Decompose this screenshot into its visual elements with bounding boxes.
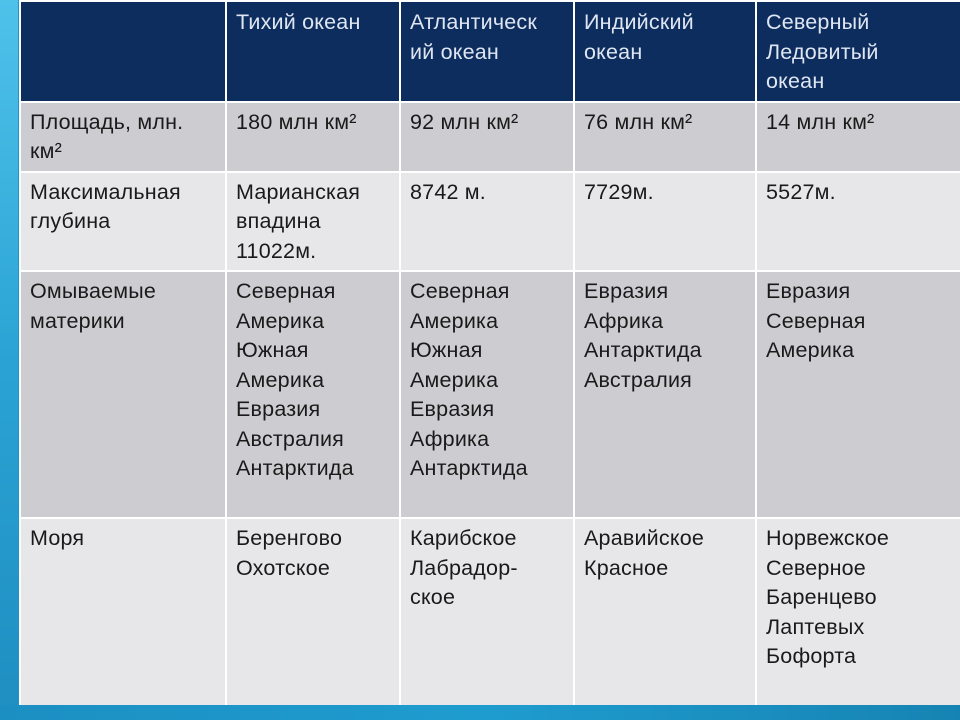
header-arctic: Северный Ледовитый океан: [756, 1, 960, 102]
table-row-depth: [20, 172, 960, 272]
cell-depth-arctic: 5527м.: [756, 172, 960, 272]
table-row-area: [20, 102, 960, 172]
header-indian: Индийский океан: [574, 1, 756, 102]
header-pacific: Тихий океан: [226, 1, 400, 102]
cell-seas-pacific: Беренгово Охотское: [226, 518, 400, 707]
cell-area-atlantic: 92 млн км²: [400, 102, 574, 172]
cell-depth-indian: 7729м.: [574, 172, 756, 272]
cell-seas-indian: Аравийское Красное: [574, 518, 756, 707]
row-label-area: Площадь, млн. км²: [20, 102, 226, 172]
cell-continents-arctic: Евразия Северная Америка: [756, 271, 960, 518]
table-row-continents: [20, 271, 960, 518]
cell-continents-atlantic: Северная Америка Южная Америка Евразия Африка Антарктида: [400, 271, 574, 518]
table-container: [19, 0, 960, 705]
background-streak: [0, 0, 18, 720]
table-row-seas: [20, 518, 960, 707]
cell-seas-arctic: Норвежское Северное Баренцево Лаптевых Бофорта: [756, 518, 960, 707]
cell-area-arctic: 14 млн км²: [756, 102, 960, 172]
cell-depth-pacific: Марианская впадина 11022м.: [226, 172, 400, 272]
row-label-seas: Моря: [20, 518, 226, 707]
cell-area-pacific: 180 млн км²: [226, 102, 400, 172]
header-atlantic: Атлантическ ий океан: [400, 1, 574, 102]
header-row: [20, 1, 960, 102]
cell-depth-atlantic: 8742 м.: [400, 172, 574, 272]
cell-area-indian: 76 млн км²: [574, 102, 756, 172]
background-bottom-band: [0, 705, 960, 720]
header-corner: [20, 1, 226, 102]
cell-seas-atlantic: Карибское Лабрадор- ское: [400, 518, 574, 707]
oceans-table: [19, 0, 960, 708]
row-label-depth: Максимальная глубина: [20, 172, 226, 272]
cell-continents-pacific: Северная Америка Южная Америка Евразия Австралия Антарктида: [226, 271, 400, 518]
row-label-continents: Омываемые материки: [20, 271, 226, 518]
cell-continents-indian: Евразия Африка Антарктида Австралия: [574, 271, 756, 518]
